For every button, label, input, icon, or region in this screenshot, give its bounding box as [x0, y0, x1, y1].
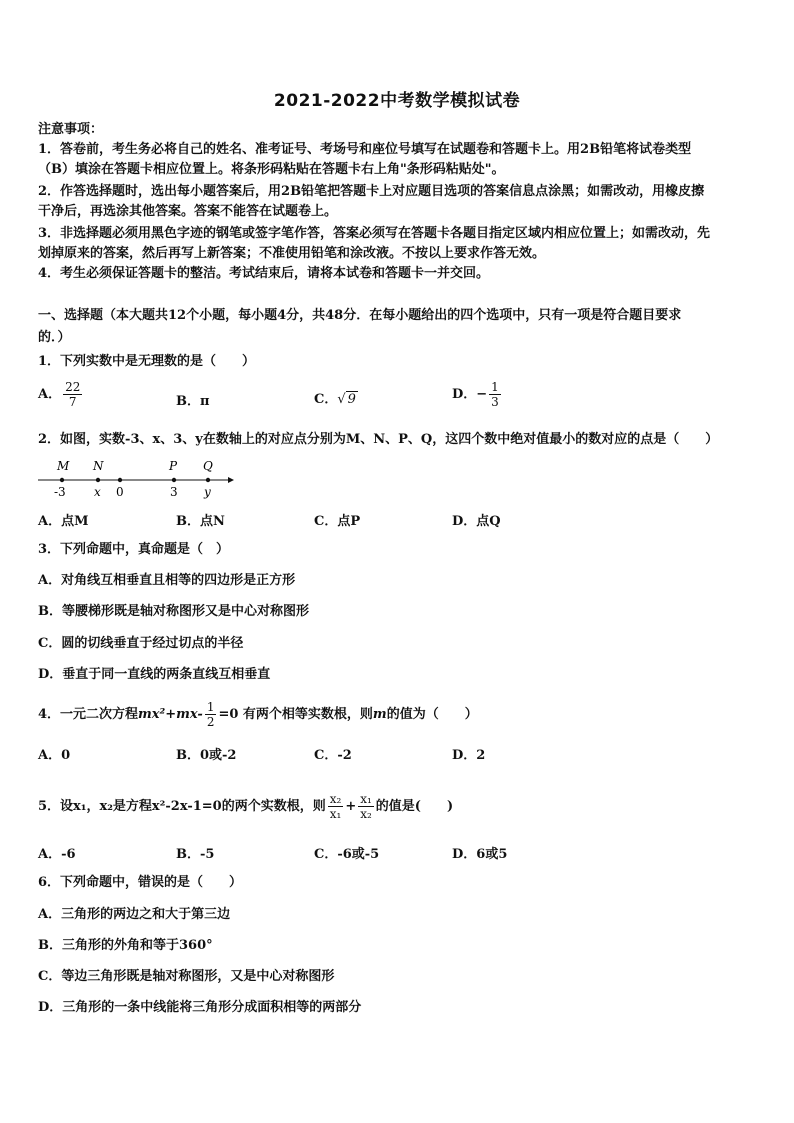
notice-line: 1．答卷前，考生务必将自己的姓名、准考证号、考场号和座位号填写在试题卷和答题卡上。用2B铅笔将试卷类型	[38, 142, 692, 157]
numerator: x₂	[329, 792, 342, 806]
numerator: x₁	[360, 792, 372, 806]
plus-sign: +	[345, 799, 357, 814]
q6-option-a: A．三角形的两边之和大于第三边	[38, 907, 231, 922]
fraction	[358, 792, 374, 821]
notice-heading: 注意事项：	[38, 122, 104, 137]
q4-option-a: A．0	[38, 748, 71, 763]
stem-text: 的值是( )	[375, 799, 454, 814]
notice-line: 干净后，再选涂其他答案。答案不能答在试题卷上。	[38, 204, 338, 219]
stem-text: 的值为（ ）	[386, 707, 478, 722]
label-n: N	[93, 459, 104, 473]
point-n	[96, 478, 100, 482]
page-title: 2021-2022中考数学模拟试卷	[273, 91, 521, 111]
question-2-stem: 2．如图，实数-3、x、3、y在数轴上的对应点分别为M、N、P、Q，这四个数中绝对值最小的数对应的点是（ ）	[38, 432, 719, 447]
value-p: 3	[170, 485, 178, 499]
fraction	[205, 700, 217, 729]
variable: m	[372, 707, 387, 722]
stem-text: =0 有两个相等实数根，则	[218, 707, 373, 722]
equation: mx²+mx-	[138, 707, 203, 722]
notice-line: （B）填涂在答题卡相应位置上。将条形码粘贴在答题卡右上角"条形码粘贴处"。	[38, 162, 505, 177]
denominator: 3	[491, 395, 499, 409]
notice-line: 4．考生必须保证答题卡的整洁。考试结束后，请将本试卷和答题卡一并交回。	[38, 266, 490, 281]
point-m	[60, 478, 64, 482]
number-line-figure	[36, 456, 236, 502]
q3-option-a: A．对角线互相垂直且相等的四边形是正方形	[38, 573, 296, 588]
numerator: 1	[491, 380, 499, 394]
arrow-icon	[228, 477, 234, 483]
denominator: x₂	[360, 807, 372, 821]
q5-option-b: B．-5	[176, 847, 215, 862]
denominator: 2	[206, 715, 215, 729]
notice-line: 2．作答选择题时，选出每小题答案后，用2B铅笔把答题卡上对应题目选项的答案信息点涂黑；如需改动，用橡皮擦	[38, 184, 705, 199]
q2-option-b: B．点N	[176, 514, 225, 529]
notice-line: 划掉原来的答案，然后再写上新答案；不准使用铅笔和涂改液。不按以上要求作答无效。	[38, 246, 546, 261]
question-4-stem	[38, 700, 758, 729]
q4-option-d: D．2	[452, 748, 486, 763]
label-p: P	[169, 459, 178, 473]
value-q: y	[204, 485, 211, 499]
q3-option-b: B．等腰梯形既是轴对称图形又是中心对称图形	[38, 604, 309, 619]
q3-option-d: D．垂直于同一直线的两条直线互相垂直	[38, 667, 271, 682]
section-heading-cont: 的．）	[38, 330, 71, 345]
q2-option-c: C．点P	[314, 514, 361, 529]
question-5-stem	[38, 792, 758, 821]
value-origin: 0	[116, 485, 124, 499]
numerator: 22	[65, 380, 81, 394]
numerator: 1	[206, 700, 215, 714]
q6-option-b: B．三角形的外角和等于360°	[38, 938, 213, 953]
option-label: C．	[314, 392, 338, 407]
q1-option-d	[452, 380, 503, 409]
q2-option-a: A．点M	[38, 514, 89, 529]
question-3-stem: 3．下列命题中，真命题是（ ）	[38, 542, 230, 557]
point-origin	[118, 478, 122, 482]
q6-option-d: D．三角形的一条中线能将三角形分成面积相等的两部分	[38, 1000, 362, 1015]
radicand: 9	[347, 392, 356, 407]
fraction	[489, 380, 501, 409]
q4-option-b: B．0或-2	[176, 748, 237, 763]
denominator: 7	[68, 395, 77, 409]
label-q: Q	[203, 459, 213, 473]
section-heading: 一、选择题（本大题共12个小题，每小题4分，共48分．在每小题给出的四个选项中，只有一项是符合题目要求	[38, 308, 682, 323]
q5-option-d: D．6或5	[452, 847, 508, 862]
notice-line: 3．非选择题必须用黑色字迹的钢笔或签字笔作答，答案必须写在答题卡各题目指定区域内相应位置上；如需改动，先	[38, 226, 711, 241]
stem-text: 4．一元二次方程	[38, 707, 139, 722]
label-m: M	[57, 459, 70, 473]
q1-option-b: B．π	[176, 394, 210, 409]
denominator: x₁	[329, 807, 342, 821]
point-p	[172, 478, 176, 482]
stem-text: 5．设x₁，x₂是方程x²-2x-1=0的两个实数根，则	[38, 799, 326, 814]
value-n: x	[94, 485, 101, 499]
fraction	[328, 792, 344, 821]
fraction	[63, 380, 82, 409]
sqrt-icon: √ 9	[337, 392, 356, 407]
q4-option-c: C．-2	[314, 748, 352, 763]
q1-option-a	[38, 380, 84, 409]
question-6-stem: 6．下列命题中，错误的是（ ）	[38, 875, 243, 890]
option-label: A．	[38, 387, 62, 402]
question-1-stem: 1．下列实数中是无理数的是（ ）	[38, 354, 256, 369]
q3-option-c: C．圆的切线垂直于经过切点的半径	[38, 636, 244, 651]
point-q	[206, 478, 210, 482]
q2-option-d: D．点Q	[452, 514, 501, 529]
option-label: D．−	[452, 387, 488, 402]
value-m: -3	[54, 485, 66, 499]
q5-option-a: A．-6	[38, 847, 76, 862]
q5-option-c: C．-6或-5	[314, 847, 380, 862]
q6-option-c: C．等边三角形既是轴对称图形，又是中心对称图形	[38, 969, 335, 984]
q1-option-c	[314, 388, 358, 407]
